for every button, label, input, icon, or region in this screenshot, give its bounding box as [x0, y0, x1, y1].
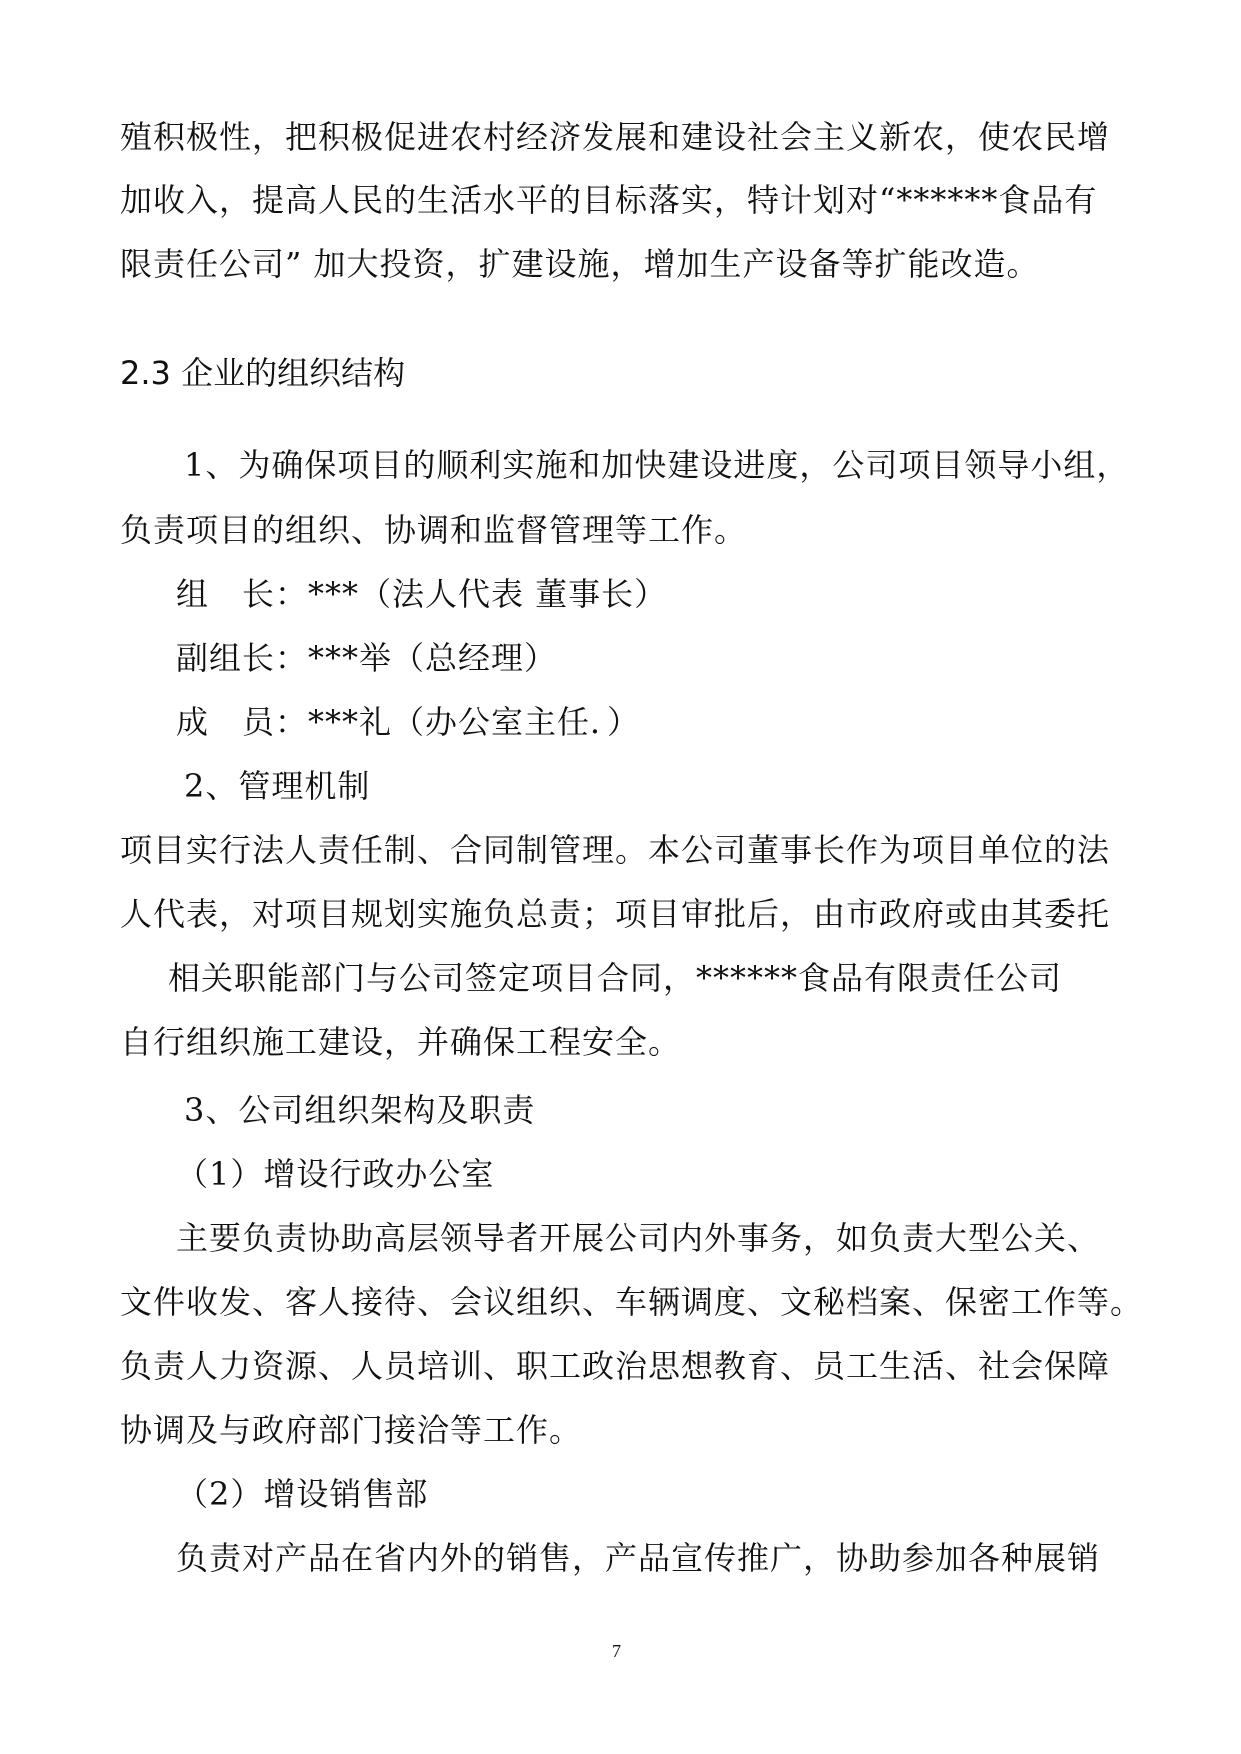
- section-heading: 2.3 企业的组织结构: [120, 354, 406, 392]
- paragraph-line: 负责对产品在省内外的销售，产品宣传推广，协助参加各种展销: [176, 1539, 1101, 1577]
- team-leader-line: 组 长：***（法人代表 董事长）: [176, 575, 668, 613]
- paragraph-line: 相关职能部门与公司签定项目合同，******食品有限责任公司: [168, 959, 1063, 997]
- deputy-leader-line: 副组长：***举（总经理）: [176, 639, 558, 677]
- subheading: 2、管理机制: [184, 767, 371, 805]
- paragraph-line: 协调及与政府部门接洽等工作。: [120, 1411, 583, 1449]
- paragraph-line: 1、为确保项目的顺利实施和加快建设进度，公司项目领导小组，: [184, 446, 1130, 484]
- paragraph-line: 负责人力资源、人员培训、职工政治思想教育、员工生活、社会保障: [120, 1347, 1111, 1385]
- subheading: （1）增设行政办公室: [176, 1155, 495, 1193]
- paragraph-line: 殖积极性，把积极促进农村经济发展和建设社会主义新农，使农民增: [120, 118, 1111, 156]
- paragraph-line: 限责任公司” 加大投资，扩建设施，增加生产设备等扩能改造。: [120, 245, 1040, 283]
- member-line: 成 员：***礼（办公室主任．）: [176, 703, 641, 741]
- paragraph-line: 加收入，提高人民的生活水平的目标落实，特计划对“******食品有: [120, 181, 1098, 219]
- paragraph-line: 项目实行法人责任制、合同制管理。本公司董事长作为项目单位的法: [120, 831, 1111, 869]
- paragraph-line: 文件收发、客人接待、会议组织、车辆调度、文秘档案、保密工作等。: [120, 1283, 1144, 1321]
- paragraph-line: 自行组织施工建设，并确保工程安全。: [120, 1023, 682, 1061]
- paragraph-line: 主要负责协助高层领导者开展公司内外事务，如负责大型公关、: [176, 1219, 1101, 1257]
- subheading: 3、公司组织架构及职责: [184, 1091, 536, 1129]
- paragraph-line: 负责项目的组织、协调和监督管理等工作。: [120, 511, 748, 549]
- subheading: （2）增设销售部: [176, 1475, 429, 1513]
- paragraph-line: 人代表，对项目规划实施负总责；项目审批后，由市政府或由其委托: [120, 895, 1111, 933]
- page-number: 7: [612, 1641, 621, 1661]
